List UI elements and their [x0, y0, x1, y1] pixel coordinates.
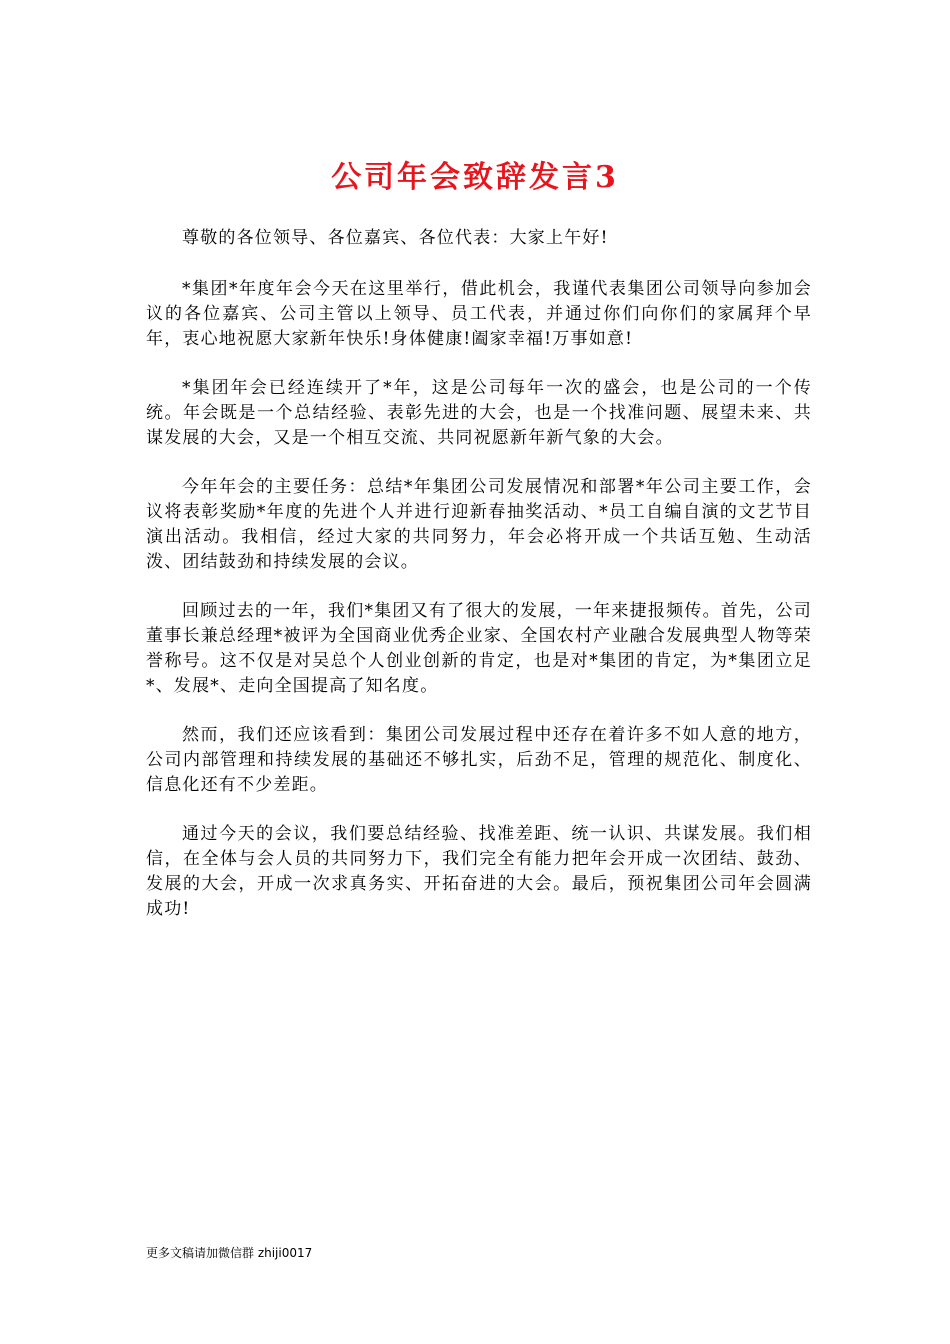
paragraph-tasks: 今年年会的主要任务：总结*年集团公司发展情况和部署*年公司主要工作，会议将表彰奖励*年度的先进个人并进行迎新春抽奖活动、*员工自编自演的文艺节目演出活动。我相信，经过大家的共同努力，年会必将开成一个共话互勉、生动活泼、团结鼓劲和持续发展的会议。: [146, 477, 812, 572]
paragraph-review: 回顾过去的一年，我们*集团又有了很大的发展，一年来捷报频传。首先，公司董事长兼总经理*被评为全国商业优秀企业家、全国农村产业融合发展典型人物等荣誉称号。这不仅是对吴总个人创业创新的肯定，也是对*集团的肯定，为*集团立足*、发展*、走向全国提高了知名度。: [146, 601, 812, 696]
document-body: [146, 226, 812, 946]
paragraph-tradition: *集团年会已经连续开了*年，这是公司每年一次的盛会，也是公司的一个传统。年会既是一个总结经验、表彰先进的大会，也是一个找准问题、展望未来、共谋发展的大会，又是一个相互交流、共同祝愿新年新气象的大会。: [146, 378, 812, 448]
paragraph-opening: *集团*年度年会今天在这里举行，借此机会，我谨代表集团公司领导向参加会议的各位嘉宾、公司主管以上领导、员工代表，并通过你们向你们的家属拜个早年，衷心地祝愿大家新年快乐!身体健康!阖家幸福!万事如意!: [146, 279, 812, 349]
paragraph-shortcomings: 然而，我们还应该看到：集团公司发展过程中还存在着许多不如人意的地方，公司内部管理和持续发展的基础还不够扎实，后劲不足，管理的规范化、制度化、信息化还有不少差距。: [146, 725, 812, 795]
paragraph-closing: 通过今天的会议，我们要总结经验、找准差距、统一认识、共谋发展。我们相信，在全体与会人员的共同努力下，我们完全有能力把年会开成一次团结、鼓劲、发展的大会，开成一次求真务实、开拓奋进的大会。最后，预祝集团公司年会圆满成功!: [146, 824, 812, 919]
footer-note: 更多文稿请加微信群 zhiji0017: [146, 1246, 313, 1260]
document-title: 公司年会致辞发言3: [331, 160, 619, 195]
paragraph-greeting: 尊敬的各位领导、各位嘉宾、各位代表：大家上午好!: [182, 228, 609, 248]
